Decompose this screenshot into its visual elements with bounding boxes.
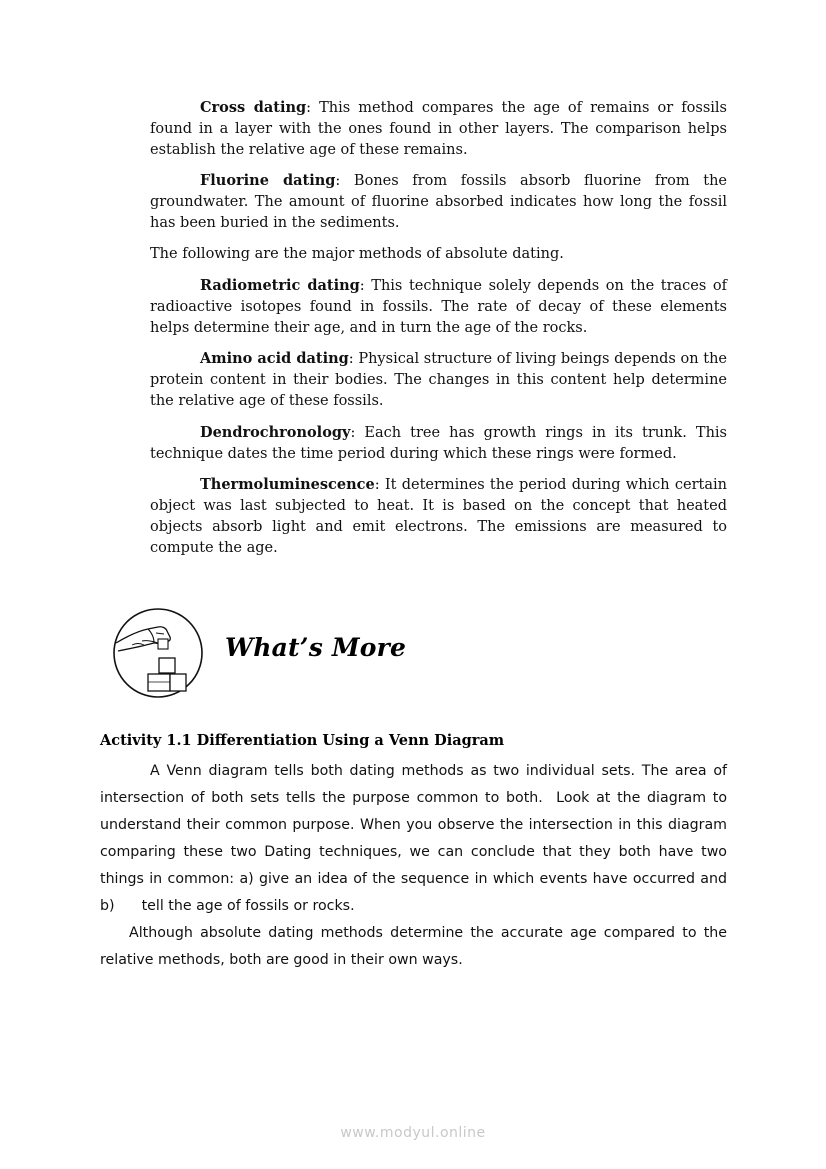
- section-title: What’s More: [225, 633, 407, 662]
- method-description: : This method compares the age of remains or fossils found in a layer with the ones found in other layers. The comparison helps establish the relative age of these remains.: [150, 100, 727, 158]
- hand-stacking-blocks-icon: [112, 607, 204, 699]
- watermark: www.modyul.online: [340, 1125, 486, 1141]
- method-thermoluminescence: [150, 475, 727, 558]
- activity-paragraph-2-text: Although absolute dating methods determine the accurate age compared to the relative methods, both are good in their own ways.: [100, 925, 727, 968]
- method-description: : Bones from fossils absorb fluorine from the groundwater. The amount of fluorine absorbed indicates how long the fossil has been buried in the sediments.: [150, 173, 727, 231]
- activity-paragraph-2: [100, 920, 727, 974]
- method-description: : Each tree has growth rings in its trunk. This technique dates the time period during which these rings were formed.: [150, 424, 727, 462]
- method-term: Dendrochronology: [200, 423, 351, 441]
- method-description: : Physical structure of living beings depends on the protein content in their bodies. The changes in this content help determine the relative age of these fossils.: [150, 351, 727, 409]
- method-term: Amino acid dating: [200, 350, 349, 368]
- activity-title: Activity 1.1 Differentiation Using a Venn Diagram: [100, 732, 505, 749]
- method-amino-acid-dating: [150, 349, 727, 411]
- absolute-dating-methods: [150, 276, 727, 559]
- activity-paragraph-1-text: A Venn diagram tells both dating methods as two individual sets. The area of intersection of both sets tells the purpose common to both. Look at the diagram to understand their common purpose. When you observe the intersection in this diagram comparing these two Dating techniques, we can conclude that they both have two things in common: a) give an idea of the sequence in which events have occurred and b) tell the age of fossils or rocks.: [100, 763, 732, 914]
- method-radiometric-dating: [150, 276, 727, 338]
- method-term: Cross dating: [200, 99, 307, 116]
- method-cross-dating: [150, 98, 727, 160]
- activity-paragraph-1: [100, 758, 732, 920]
- method-dendrochronology: [150, 423, 727, 465]
- method-description: : This technique solely depends on the traces of radioactive isotopes found in fossils. The rate of decay of these elements helps determine their age, and in turn the age of the rocks.: [150, 278, 728, 336]
- absolute-dating-intro-block: [150, 244, 727, 265]
- method-description: : It determines the period during which certain object was last subjected to heat. It is based on the concept that heated objects absorb light and emit electrons. The emissions are measured to compute the age.: [150, 477, 727, 556]
- method-term: Radiometric dating: [200, 277, 360, 294]
- method-fluorine-dating: [150, 171, 727, 233]
- absolute-dating-intro: The following are the major methods of absolute dating.: [150, 246, 564, 262]
- method-term: Fluorine dating: [200, 172, 336, 190]
- relative-dating-methods: [150, 98, 727, 234]
- method-term: Thermoluminescence: [200, 476, 375, 494]
